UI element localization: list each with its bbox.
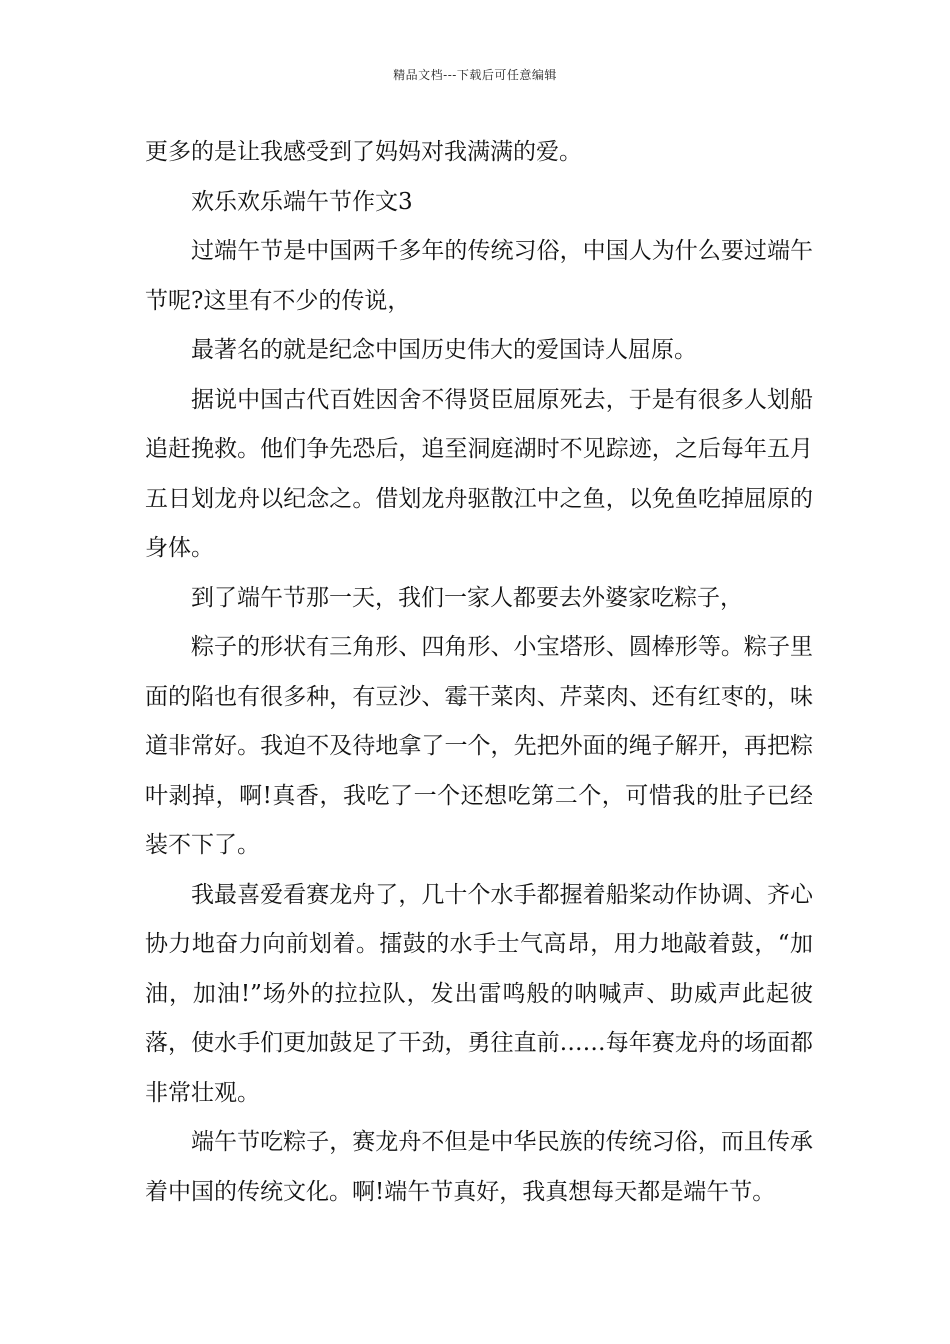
essay-title: 欢乐欢乐端午节作文3: [191, 188, 413, 215]
page-header: 精品文档---下载后可任意编辑: [393, 68, 557, 82]
paragraph-6: 到了端午节那一天，我们一家人都要去外婆家吃粽子，: [191, 584, 743, 611]
paragraph-9: 端午节吃粽子，赛龙舟不但是中华民族的传统习俗，而且传承着中国的传统文化。啊!端午节真好，我真想每天都是端午节。: [145, 1129, 813, 1205]
paragraph-5: 据说中国古代百姓因舍不得贤臣屈原死去，于是有很多人划船追赶挽救。他们争先恐后，追至洞庭湖时不见踪迹，之后每年五月五日划龙舟以纪念之。借划龙舟驱散江中之鱼，以免鱼吃掉屈原的身体。: [145, 386, 813, 561]
paragraph-3: 过端午节是中国两千多年的传统习俗，中国人为什么要过端午节呢?这里有不少的传说，: [145, 238, 813, 314]
paragraph-8: 我最喜爱看赛龙舟了，几十个水手都握着船桨动作协调、齐心协力地奋力向前划着。擂鼓的水手士气高昂，用力地敲着鼓，“加油，加油!”场外的拉拉队，发出雷鸣般的呐喊声、助威声此起彼落，使水手们更加鼓足了干劲，勇往直前……每年赛龙舟的场面都非常壮观。: [145, 881, 813, 1106]
paragraph-7: 粽子的形状有三角形、四角形、小宝塔形、圆棒形等。粽子里面的陷也有很多种，有豆沙、霉干菜肉、芹菜肉、还有红枣的，味道非常好。我迫不及待地拿了一个，先把外面的绳子解开，再把粽叶剥掉，啊!真香，我吃了一个还想吃第二个，可惜我的肚子已经装不下了。: [145, 634, 813, 858]
paragraph-1: 更多的是让我感受到了妈妈对我满满的爱。: [145, 139, 582, 165]
document-body: [145, 128, 813, 1217]
paragraph-4: 最著名的就是纪念中国历史伟大的爱国诗人屈原。: [191, 337, 697, 363]
